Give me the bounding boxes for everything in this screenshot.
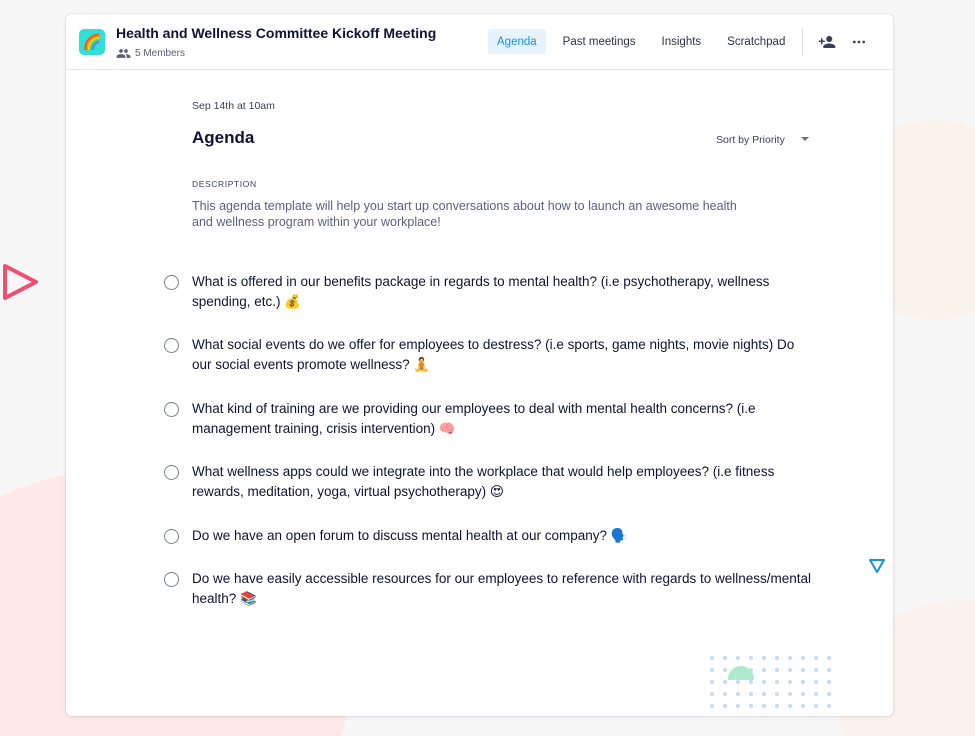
decor-dot xyxy=(749,692,753,696)
decor-dot xyxy=(736,704,740,708)
sort-label: Sort by Priority xyxy=(716,134,785,146)
people-icon xyxy=(116,46,131,61)
decor-dot xyxy=(762,704,766,708)
decor-dot xyxy=(788,680,792,684)
decor-dot xyxy=(827,668,831,672)
decor-dot xyxy=(775,656,779,660)
decor-dot xyxy=(762,692,766,696)
description-text[interactable]: This agenda template will help you start up conversations about how to launch an awesome health and wellness program within your workplace! xyxy=(192,199,737,229)
meeting-title[interactable]: Health and Wellness Committee Kickoff Meeting xyxy=(116,25,437,41)
down-triangle-decor-icon xyxy=(868,558,886,574)
check-circle-icon[interactable] xyxy=(164,529,179,544)
decor-dot xyxy=(749,656,753,660)
meeting-header xyxy=(66,14,893,70)
decor-dot xyxy=(814,668,818,672)
play-triangle-decor-icon xyxy=(0,262,40,302)
decor-dot xyxy=(723,656,727,660)
decor-dot xyxy=(801,704,805,708)
decor-dot xyxy=(723,680,727,684)
decor-dot xyxy=(736,656,740,660)
check-circle-icon[interactable] xyxy=(164,572,179,587)
agenda-item-text[interactable]: What wellness apps could we integrate into the workplace that would help employees? (i.e fitness rewards, meditation, yoga, virtual psychotherapy) 😍 xyxy=(192,464,775,499)
decor-dot xyxy=(736,692,740,696)
decor-dot xyxy=(723,668,727,672)
members-count: 5 Members xyxy=(135,48,186,59)
tab-bar xyxy=(488,29,802,54)
check-circle-icon[interactable] xyxy=(164,402,179,417)
tab-agenda[interactable]: Agenda xyxy=(488,29,546,54)
decor-dot xyxy=(749,680,753,684)
decor-dot xyxy=(827,680,831,684)
decor-dot xyxy=(710,704,714,708)
decor-dot xyxy=(801,680,805,684)
description-label: DESCRIPTION xyxy=(192,179,257,189)
more-horizontal-icon[interactable] xyxy=(851,33,867,51)
agenda-item-text[interactable]: Do we have easily accessible resources for our employees to reference with regards to wellness/mental health? 📚 xyxy=(192,571,812,606)
decor-dot xyxy=(710,656,714,660)
meeting-date: Sep 14th at 10am xyxy=(192,100,275,112)
decor-dot xyxy=(723,692,727,696)
decor-dot xyxy=(788,692,792,696)
decor-dot xyxy=(827,692,831,696)
tab-scratchpad[interactable]: Scratchpad xyxy=(727,35,786,48)
decor-dot xyxy=(801,656,805,660)
decor-dot xyxy=(788,668,792,672)
decor-dot xyxy=(710,692,714,696)
decor-dot xyxy=(775,668,779,672)
members-button[interactable] xyxy=(116,46,185,61)
decor-dot xyxy=(762,668,766,672)
decor-dot xyxy=(827,656,831,660)
sort-dropdown[interactable] xyxy=(716,134,809,146)
decor-dot xyxy=(801,668,805,672)
tab-past-meetings[interactable]: Past meetings xyxy=(562,35,636,48)
decor-dot xyxy=(710,680,714,684)
page-title: Agenda xyxy=(192,128,255,147)
decor-dot xyxy=(736,680,740,684)
decor-dot xyxy=(775,692,779,696)
agenda-item-text[interactable]: What is offered in our benefits package in regards to mental health? (i.e psychotherapy, wellness spending, etc.) 💰 xyxy=(192,274,770,309)
decor-dot xyxy=(788,704,792,708)
decor-dot xyxy=(762,656,766,660)
decor-dot xyxy=(788,656,792,660)
person-add-icon[interactable] xyxy=(818,33,836,51)
decor-dot xyxy=(762,680,766,684)
decor-dot xyxy=(814,692,818,696)
header-divider xyxy=(802,29,803,55)
decor-dot xyxy=(723,704,727,708)
chevron-down-icon xyxy=(801,137,809,141)
check-circle-icon[interactable] xyxy=(164,465,179,480)
decor-dot xyxy=(710,668,714,672)
decor-dot xyxy=(775,704,779,708)
decor-dot xyxy=(827,704,831,708)
agenda-item-text[interactable]: What social events do we offer for employees to destress? (i.e sports, game nights, movie nights) Do our social events promote wellness? 🧘 xyxy=(192,337,795,372)
decor-dot xyxy=(814,680,818,684)
check-circle-icon[interactable] xyxy=(164,275,179,290)
rainbow-icon[interactable]: 🌈 xyxy=(79,29,105,55)
meeting-card xyxy=(66,14,893,716)
decor-dot xyxy=(801,692,805,696)
decor-dot xyxy=(775,680,779,684)
tab-insights[interactable]: Insights xyxy=(661,35,702,48)
decor-dot xyxy=(749,704,753,708)
agenda-item-text[interactable]: Do we have an open forum to discuss mental health at our company? 🗣️ xyxy=(192,528,628,543)
decor-dot xyxy=(814,656,818,660)
check-circle-icon[interactable] xyxy=(164,338,179,353)
decor-dot xyxy=(814,704,818,708)
agenda-item-text[interactable]: What kind of training are we providing our employees to deal with mental health concerns? (i.e management training, crisis intervention) 🧠 xyxy=(192,401,756,436)
